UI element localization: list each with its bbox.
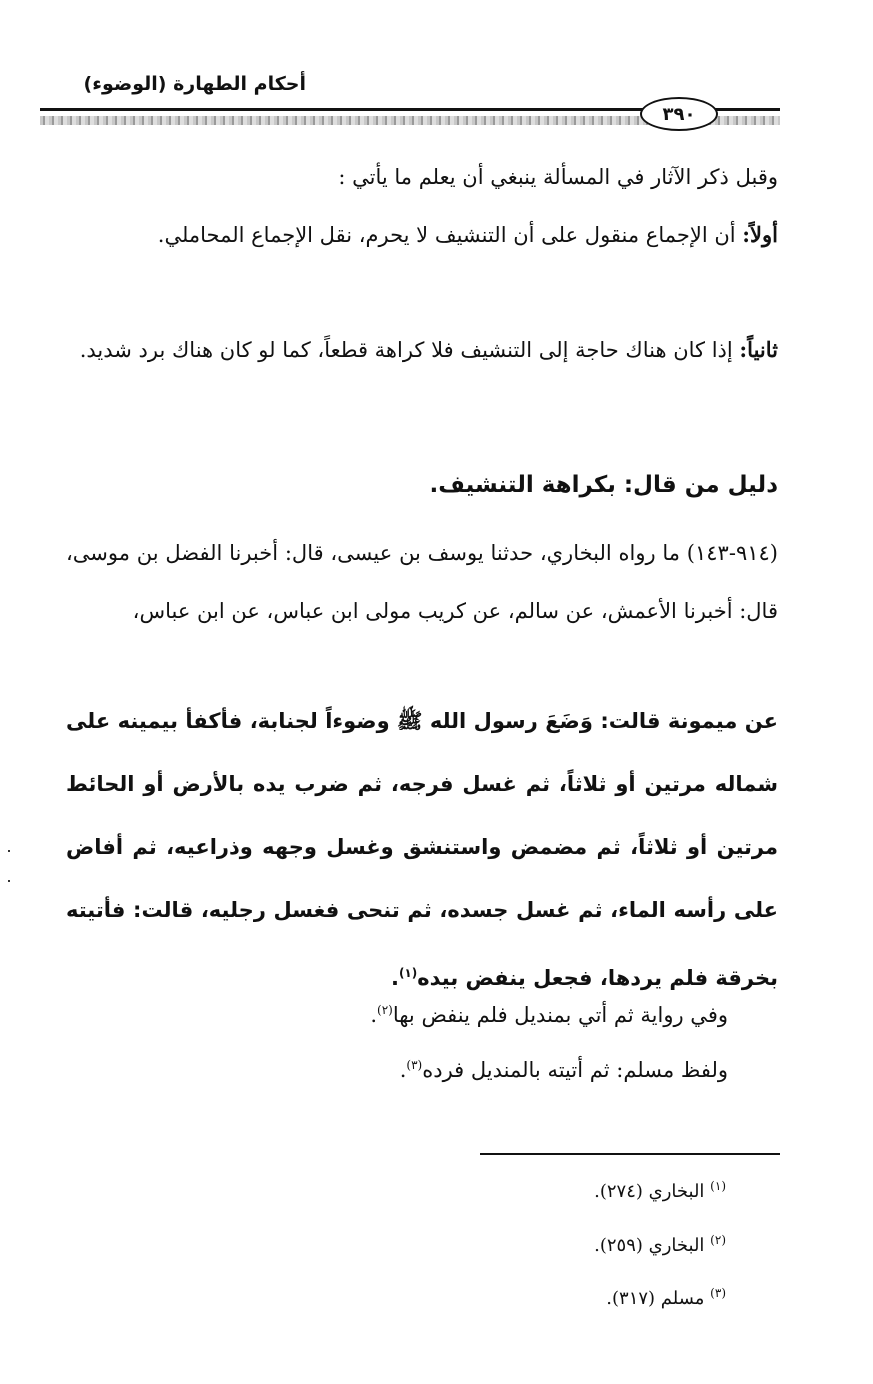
narration-text: ولفظ مسلم: ثم أتيته بالمنديل فرده <box>422 1058 728 1082</box>
first-point-paragraph <box>66 206 778 264</box>
footnote-ref-1: (١) <box>398 966 418 980</box>
footnote-text: البخاري (٢٧٤). <box>594 1181 705 1202</box>
second-point-label: ثانياً: <box>739 337 778 362</box>
hadith-text: عن ميمونة قالت: وَضَعَ رسول الله ﷺ وضوءاً لجنابة، فأكفأ بيمينه على شماله مرتين أو ثلاثاً، ثم غسل فرجه، ثم ضرب يده بالأرض أو الحائط مرتين أو ثلاثاً، ثم مضمض واستنشق وغسل وجهه وذراعيه، ثم أفاض على رأسه الماء، ثم غسل جسده، ثم تنحى فغسل رجليه، قالت: فأتيته بخرقة فلم يردها، فجعل ينفض بيده <box>66 709 778 990</box>
footnote-3 <box>606 1286 726 1309</box>
first-point-label: أولاً: <box>742 222 778 247</box>
page-number: ٣٩٠ <box>640 97 718 131</box>
isnad-text: (٩١٤-١٤٣) ما رواه البخاري، حدثنا يوسف بن عيسى، قال: أخبرنا الفضل بن موسى، قال: أخبرنا الأعمش، عن سالم، عن كريب مولى ابن عباس، عن ابن عباس، <box>66 541 778 623</box>
intro-text: وقبل ذكر الآثار في المسألة ينبغي أن يعلم ما يأتي : <box>338 165 778 189</box>
margin-speck <box>8 880 10 882</box>
footnote-1 <box>594 1179 726 1202</box>
footnote-text: البخاري (٢٥٩). <box>594 1235 705 1256</box>
footnote-text: مسلم (٣١٧). <box>606 1288 705 1309</box>
margin-speck <box>8 850 10 852</box>
narration-text: وفي رواية ثم أتي بمنديل فلم ينفض بها <box>392 1003 728 1027</box>
section-heading: دليل من قال: بكراهة التنشيف. <box>429 472 778 498</box>
hadith-text-block <box>66 690 778 1010</box>
hadith-end: . <box>390 966 399 990</box>
footnote-ref-2: (٢) <box>377 1003 393 1017</box>
footnote-separator <box>480 1153 780 1155</box>
second-point-text: إذا كان هناك حاجة إلى التنشيف فلا كراهة قطعاً، كما لو كان هناك برد شديد. <box>79 338 740 362</box>
running-header-title: أحكام الطهارة (الوضوء) <box>83 73 306 95</box>
narration-muslim <box>400 1058 728 1082</box>
intro-paragraph <box>66 148 778 206</box>
isnad-paragraph <box>66 524 778 640</box>
footnote-number: (٣) <box>710 1286 726 1300</box>
narration-bukhari <box>370 1003 728 1027</box>
footnote-number: (٢) <box>710 1233 726 1247</box>
footnote-number: (١) <box>710 1179 726 1193</box>
second-point-paragraph <box>66 321 778 379</box>
narration-end: . <box>399 1058 407 1082</box>
footnote-2 <box>594 1233 726 1256</box>
narration-end: . <box>370 1003 378 1027</box>
footnote-ref-3: (٣) <box>406 1058 423 1072</box>
first-point-text: أن الإجماع منقول على أن التنشيف لا يحرم، نقل الإجماع المحاملي. <box>157 223 743 247</box>
